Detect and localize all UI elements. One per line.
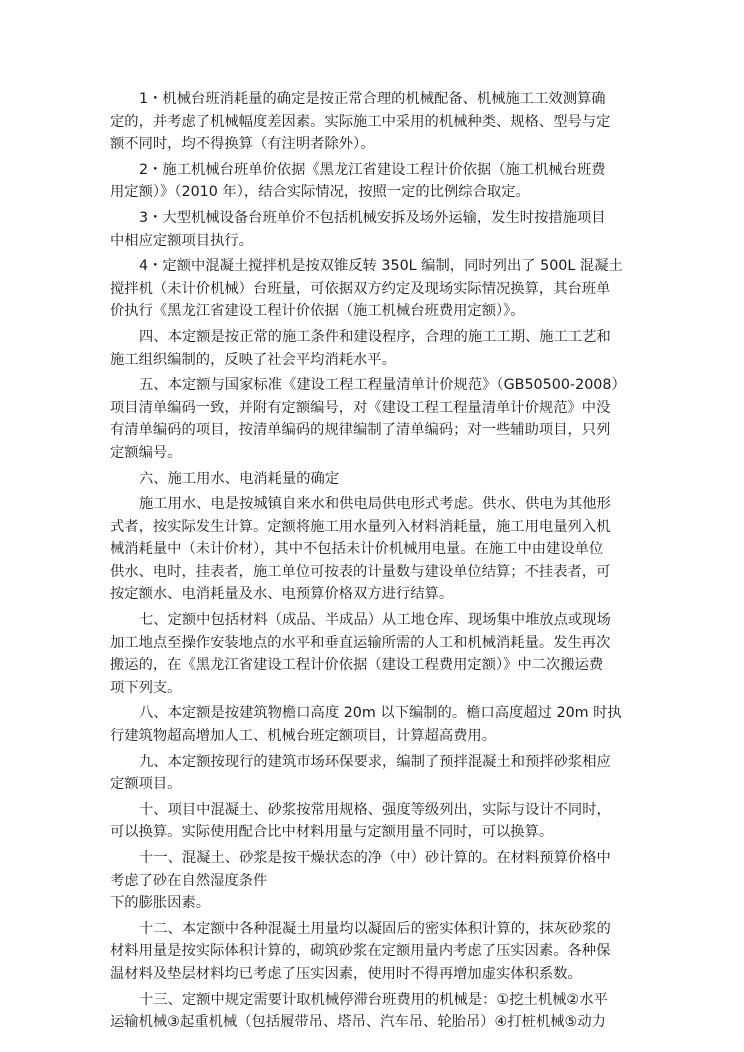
text-line: 七、定额中包括材料（成品、半成品）从工地仓库、现场集中堆放点或现场 xyxy=(139,612,611,629)
text-line: 3・大型机械设备台班单价不包括机械安拆及场外运输，发生时按措施项目 xyxy=(139,209,606,226)
text-line: 定的，并考虑了机械幅度差因素。实际施工中采用的机械种类、规格、型号与定 xyxy=(110,113,611,130)
text-line: 搬运的，在《黑龙江省建设工程计价依据（建设工程费用定额）》中二次搬运费 xyxy=(110,657,604,674)
text-line: 项目清单编码一致，并附有定额编号，对《建设工程工程量清单计价规范》中没 xyxy=(110,399,611,416)
text-line: 价执行《黑龙江省建设工程计价依据（施工机械台班费用定额）》。 xyxy=(110,303,525,320)
paragraph-section-6-heading xyxy=(110,468,636,491)
paragraph-item-3 xyxy=(110,207,636,252)
text-line: 可以换算。实际使用配合比中材料用量与定额用量不同时，可以换算。 xyxy=(110,824,554,841)
text-line: 十二、本定额中各种混凝土用量均以凝固后的密实体积计算的，抹灰砂浆的 xyxy=(139,920,611,937)
document-body xyxy=(110,88,636,1037)
paragraph-section-13 xyxy=(110,989,636,1034)
text-line: 九、本定额按现行的建筑市场环保要求，编制了预拌混凝土和预拌砂浆相应 xyxy=(139,753,611,770)
text-line: 2・施工机械台班单价依据《黑龙江省建设工程计价依据（施工机械台班费 xyxy=(139,161,606,178)
text-line: 式者，按实际发生计算。定额将施工用水量列入材料消耗量，施工用电量列入机 xyxy=(110,518,611,535)
text-line: 六、施工用水、电消耗量的确定 xyxy=(139,470,340,487)
text-line: 械消耗量中（未计价材），其中不包括未计价机械用电量。在施工中由建设单位 xyxy=(110,541,604,558)
text-line: 行建筑物超高增加人工、机械台班定额项目，计算超高费用。 xyxy=(110,728,497,745)
text-line: 定额项目。 xyxy=(110,776,182,793)
text-line: 考虑了砂在自然湿度条件 xyxy=(110,872,268,889)
text-line: 供水、电时，挂表者，施工单位可按表的计量数与建设单位结算；不挂表者，可 xyxy=(110,563,611,580)
paragraph-item-1 xyxy=(110,88,636,156)
text-line: 按定额水、电消耗量及水、电预算价格双方进行结算。 xyxy=(110,586,454,603)
text-line: 中相应定额项目执行。 xyxy=(110,232,253,249)
text-line: 十、项目中混凝土、砂浆按常用规格、强度等级列出，实际与设计不同时， xyxy=(139,801,611,818)
paragraph-section-11 xyxy=(110,847,636,915)
text-line: 运输机械③起重机械（包括履带吊、塔吊、汽车吊、轮胎吊）④打桩机械⑤动力 xyxy=(110,1014,606,1031)
text-line: 1・机械台班消耗量的确定是按正常合理的机械配备、机械施工工效测算确 xyxy=(139,91,606,107)
paragraph-item-4 xyxy=(110,255,636,323)
text-line: 定额编号。 xyxy=(110,444,182,461)
text-line: 施工用水、电是按城镇自来水和供电局供电形式考虑。供水、供电为其他形 xyxy=(139,496,611,513)
text-line: 搅拌机（未计价机械）台班量，可依据双方约定及现场实际情况换算，其台班单 xyxy=(110,280,611,297)
paragraph-section-8 xyxy=(110,702,636,747)
text-line: 八、本定额是按建筑物檐口高度 20m 以下编制的。檐口高度超过 20m 时执 xyxy=(139,705,622,722)
text-line: 材料用量是按实际体积计算的，砌筑砂浆在定额用量内考虑了压实因素。各种保 xyxy=(110,943,611,960)
text-line: 温材料及垫层材料均已考虑了压实因素，使用时不得再增加虚实体积系数。 xyxy=(110,965,582,982)
paragraph-section-9 xyxy=(110,751,636,796)
text-line: 项下列支。 xyxy=(110,679,182,696)
paragraph-section-12 xyxy=(110,918,636,986)
text-line: 十一、混凝土、砂浆是按干燥状态的净（中）砂计算的。在材料预算价格中 xyxy=(139,850,611,866)
text-line: 十三、定额中规定需要计取机械停滞台班费用的机械是：①挖土机械②水平 xyxy=(139,991,608,1008)
paragraph-section-7 xyxy=(110,609,636,699)
text-line: 施工组织编制的，反映了社会平均消耗水平。 xyxy=(110,351,396,368)
paragraph-section-10 xyxy=(110,799,636,844)
text-line: 下的膨胀因素。 xyxy=(110,895,211,912)
text-line: 4・定额中混凝土搅拌机是按双锥反转 350L 编制，同时列出了 500L 混凝土 xyxy=(139,258,623,275)
paragraph-section-5 xyxy=(110,374,636,464)
text-line: 有清单编码的项目，按清单编码的规律编制了清单编码；对一些辅助项目，只列 xyxy=(110,422,611,439)
text-line: 加工地点至操作安装地点的水平和垂直运输所需的人工和机械消耗量。发生再次 xyxy=(110,634,611,651)
paragraph-section-6-body xyxy=(110,493,636,606)
paragraph-section-4 xyxy=(110,326,636,371)
text-line: 四、本定额是按正常的施工条件和建设程序，合理的施工工期、施工工艺和 xyxy=(139,328,611,345)
text-line: 用定额）》（2010 年），结合实际情况，按照一定的比例综合取定。 xyxy=(110,184,530,201)
text-line: 额不同时，均不得换算（有注明者除外）。 xyxy=(110,136,375,153)
text-line: 五、本定额与国家标准《建设工程工程量清单计价规范》（GB50500-2008） xyxy=(139,377,626,394)
paragraph-item-2 xyxy=(110,159,636,204)
